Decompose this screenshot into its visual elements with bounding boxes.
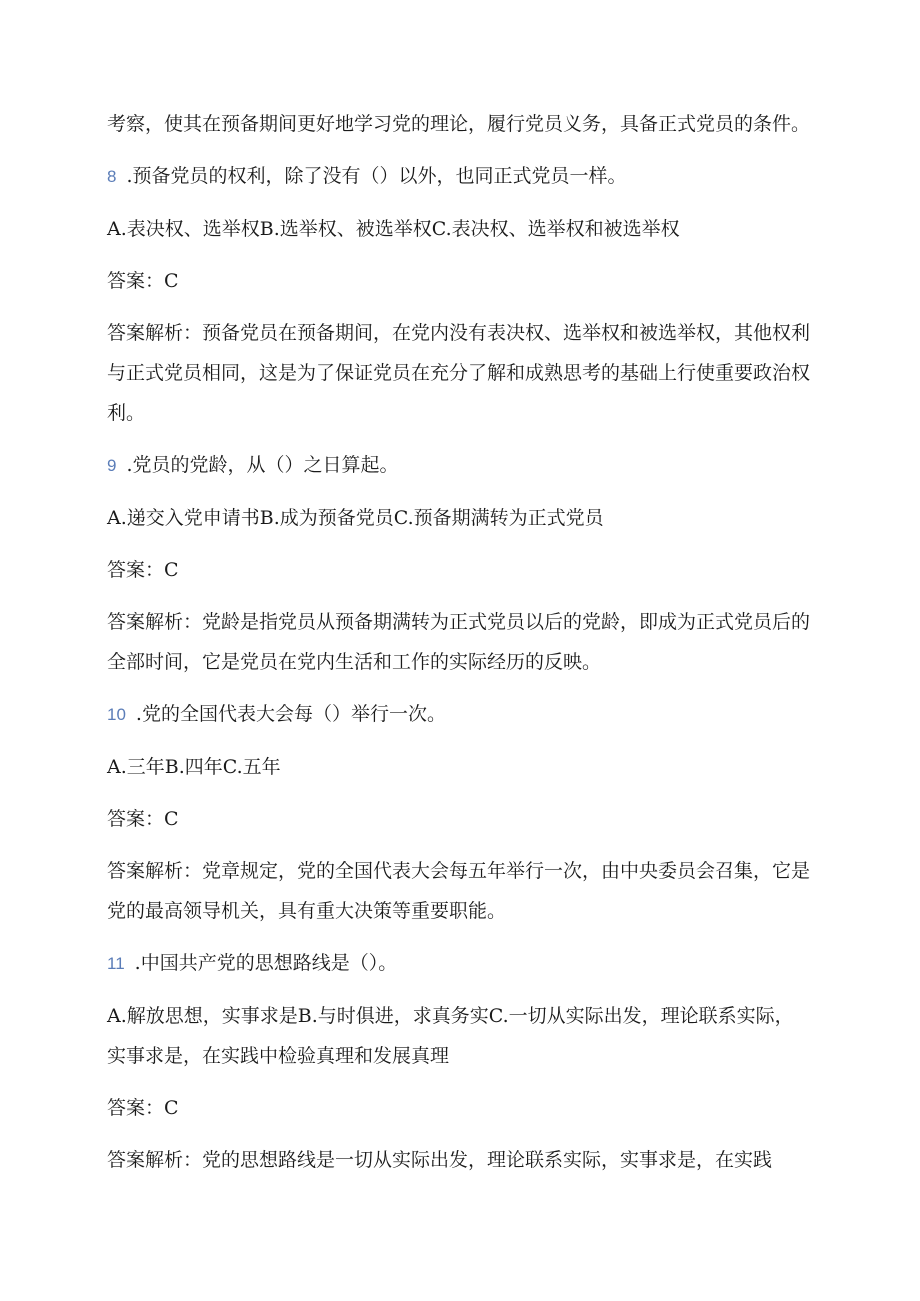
question-text: .党的全国代表大会每（）举行一次。 (135, 703, 446, 725)
question-answer: 答案：C (107, 808, 179, 830)
intro-paragraph: 考察，使其在预备期间更好地学习党的理论，履行党员义务，具备正式党员的条件。 (107, 113, 811, 135)
question-number: 10 (107, 705, 126, 724)
question-block (107, 694, 811, 931)
question-explanation: 答案解析：党章规定，党的全国代表大会每五年举行一次，由中央委员会召集，它是党的最高领导机关，具有重大决策等重要职能。 (107, 860, 811, 922)
question-explanation: 答案解析：预备党员在预备期间，在党内没有表决权、选举权和被选举权，其他权利与正式党员相同，这是为了保证党员在充分了解和成熟思考的基础上行使重要政治权利。 (107, 322, 811, 424)
question-stem (107, 156, 811, 197)
question-options: A.表决权、选举权B.选举权、被选举权C.表决权、选举权和被选举权 (107, 218, 680, 240)
question-number: 9 (107, 456, 117, 475)
question-number: 8 (107, 167, 117, 186)
question-answer: 答案：C (107, 270, 179, 292)
question-stem (107, 445, 811, 486)
question-answer: 答案：C (107, 1097, 179, 1119)
question-options: A.递交入党申请书B.成为预备党员C.预备期满转为正式党员 (107, 507, 604, 529)
question-stem (107, 943, 811, 984)
question-block (107, 943, 811, 1180)
question-block (107, 156, 811, 433)
document-page (107, 104, 811, 1192)
question-number: 11 (107, 954, 125, 973)
question-stem (107, 694, 811, 735)
question-block (107, 445, 811, 682)
question-text: .党员的党龄，从（）之日算起。 (126, 454, 399, 476)
question-options: A.三年B.四年C.五年 (107, 756, 281, 778)
question-options: A.解放思想，实事求是B.与时俱进，求真务实C.一切从实际出发，理论联系实际，实事求是，在实践中检验真理和发展真理 (107, 1005, 794, 1067)
question-text: .中国共产党的思想路线是（）。 (134, 952, 398, 974)
question-explanation: 答案解析：党的思想路线是一切从实际出发，理论联系实际，实事求是，在实践 (107, 1149, 773, 1171)
question-text: .预备党员的权利，除了没有（）以外，也同正式党员一样。 (126, 165, 627, 187)
question-explanation: 答案解析：党龄是指党员从预备期满转为正式党员以后的党龄，即成为正式党员后的全部时间，它是党员在党内生活和工作的实际经历的反映。 (107, 611, 811, 673)
question-answer: 答案：C (107, 559, 179, 581)
